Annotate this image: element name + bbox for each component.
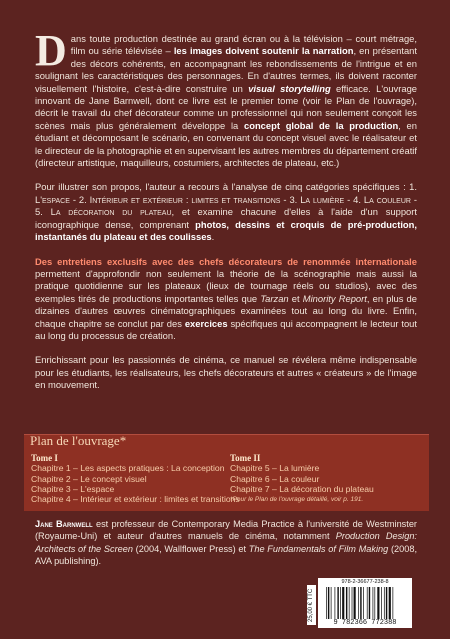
chapter-1: Chapitre 1 – Les aspects pratiques : La conception: [31, 463, 225, 474]
text-run: les images doivent soutenir la narration: [173, 45, 354, 57]
barcode-bar: [337, 587, 338, 619]
barcode-bar: [340, 587, 341, 619]
barcode-bar: [363, 587, 364, 619]
barcode-bar: [358, 587, 359, 619]
barcode-bar: [326, 587, 327, 619]
categories-paragraph: [35, 181, 417, 243]
barcode-bar: [354, 587, 356, 619]
barcode-bar: [335, 587, 336, 619]
barcode-bar: [377, 587, 379, 619]
text-run: , en plus de dizaines d'autres œuvres cinématographiques examinées tout au long du livre. Enfin, chaque chapitre se conclut par des: [35, 292, 417, 329]
barcode-bar: [373, 587, 374, 619]
plan-note: *Pour le Plan de l'ouvrage détaillé, voir p. 191.: [230, 496, 364, 504]
text-run: (2008, AVA publishing).: [35, 543, 417, 567]
text-run: exercices: [184, 317, 228, 329]
barcode-bar: [367, 587, 368, 619]
barcode-bar: [369, 587, 370, 619]
text-run: , en étudiant et décomposant le scénario, en convenant du concept visuel avec le réalisateur et le directeur de la photographie et en supervisant les autres membres du département créatif (directeur artistique, maquilleurs, costumiers, architectes de plateau, etc.): [35, 119, 417, 169]
text-run: est professeur de Contemporary Media Practice à l'université de Westminster (Royaume-Uni) et auteur d'autres manuels de cinéma, notamment: [35, 519, 417, 542]
barcode-bar: [389, 587, 391, 619]
chapter-6: Chapitre 6 – La couleur: [230, 473, 320, 484]
price-label: 25,00 € TTC: [307, 585, 316, 625]
barcode-digits: 9 782366 772388: [333, 619, 397, 627]
tome-1-label: Tome I: [31, 453, 58, 463]
interviews-paragraph: [35, 256, 417, 343]
chapter-2: Chapitre 2 – Le concept visuel: [31, 473, 147, 484]
barcode-bar: [384, 587, 385, 619]
intro-paragraph: [35, 26, 417, 169]
text-run: concept global de la production: [244, 119, 399, 131]
barcode-bar: [331, 587, 332, 619]
text-run: visual storytelling: [248, 82, 331, 94]
barcode-bar: [360, 587, 361, 619]
barcode-bar: [393, 587, 394, 619]
barcode-bar: [346, 587, 347, 619]
barcode-bar: [352, 587, 353, 619]
chapter-3: Chapitre 3 – L'espace: [31, 483, 115, 494]
description-text: [35, 26, 417, 404]
text-run: et: [288, 292, 303, 304]
dropcap: D: [35, 26, 67, 75]
text-run: L'espace - 2. Intérieur et extérieur : limites et transitions - 3. La lumière - 4. La couleur - 5. La décoration du plateau: [35, 193, 417, 218]
chapter-4: Chapitre 4 – Intérieur et extérieur : limites et transitions: [31, 494, 240, 505]
barcode-bar: [386, 587, 387, 619]
chapter-5: Chapitre 5 – La lumière: [230, 463, 320, 474]
barcode-bar: [374, 587, 375, 619]
plan-box: [24, 434, 429, 511]
tome-2-column: [230, 453, 425, 505]
barcode-bar: [381, 587, 382, 619]
text-run: Des entretiens exclusifs avec des chefs décorateurs de renommée internationale: [35, 255, 417, 267]
text-run: Minority Report: [302, 292, 367, 304]
text-run: , en présentant des décors cohérents, en accompagnant les rebondissements de l'intrigue et en soulignant les caractéristiques des personnages. En d'autres termes, ils doivent raconter visuellement l'histoire, c'est-à-dire construire un: [35, 45, 417, 94]
text-run: .: [211, 231, 215, 243]
text-run: permettent d'approfondir non seulement la théorie de la scénographie mais aussi la pratique quotidienne sur les plateaux (lieux de tournage réels ou studios), avec des exemples tirés de productions importantes telles que: [35, 267, 417, 304]
text-run: efficace. L'ouvrage innovant de Jane Barnwell, dont ce livre est le premier tome (voir le Plan de l'ouvrage), décrit le travail du chef décorateur comme un professionnel qui non seulement conçoit les scènes mais plus généralement développe la: [35, 82, 417, 131]
closing-paragraph: Enrichissant pour les passionnés de cinéma, ce manuel se révélera même indispensable pour les étudiants, les réalisateurs, les chefs décorateurs et autres « créateurs » de l'image en mouvement.: [35, 354, 417, 391]
barcode-bar: [328, 587, 329, 619]
text-run: Production Design: Architects of the Screen: [35, 531, 417, 554]
barcode-bar: [342, 587, 344, 619]
barcode-icon: [326, 587, 406, 619]
barcode: [318, 578, 412, 628]
text-run: Jane Barnwell: [35, 519, 93, 529]
text-run: photos, dessins et croquis de pré-production, instantanés du plateau et des coulisses: [35, 218, 417, 243]
text-run: Tarzan: [260, 292, 289, 304]
tome-1-column: [31, 453, 240, 505]
text-run: , et examine chacune d'elles à l'aide d'un support iconographique dense, comprenant: [35, 206, 417, 230]
plan-title: Plan de l'ouvrage*: [30, 433, 127, 448]
text-run: spécifiques qui accompagnent le lecteur tout au long du processus de création.: [35, 317, 417, 341]
text-run: ans toute production destinée au grand écran ou à la télévision – court métrage, film ou série télévisée –: [70, 33, 417, 57]
tome-2-label: Tome II: [230, 453, 261, 463]
isbn-text: 978-2-36677-238-8: [341, 579, 389, 585]
text-run: Pour illustrer son propos, l'auteur a recours à l'analyse de cinq catégories spécifiques : 1.: [35, 181, 417, 193]
text-run: The Fundamentals of Film Making: [248, 543, 389, 554]
author-bio: [35, 518, 417, 568]
chapter-7: Chapitre 7 – La décoration du plateau: [230, 483, 374, 494]
barcode-bar: [349, 587, 350, 619]
text-run: (2004, Wallflower Press) et: [132, 543, 249, 554]
